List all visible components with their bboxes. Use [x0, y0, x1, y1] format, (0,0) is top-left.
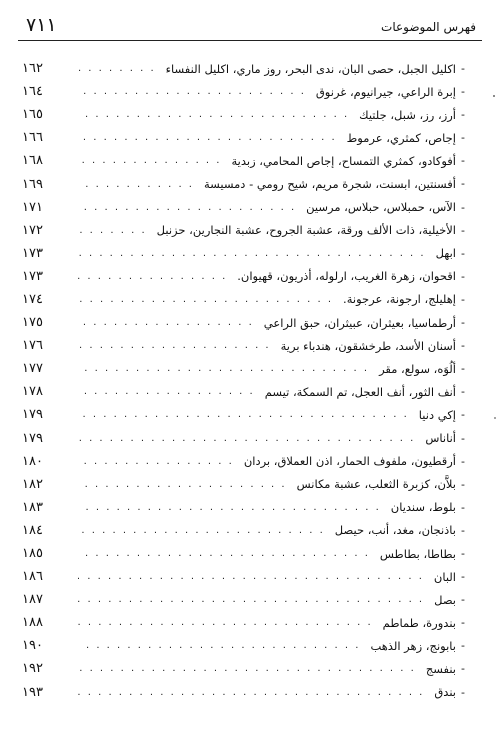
bullet-dash: - [461, 108, 465, 122]
dot-leader [78, 565, 424, 588]
bullet-dash: - [461, 616, 465, 630]
toc-entry-title: بطاطا، بطاطس [379, 546, 456, 561]
dot-leader [78, 657, 416, 680]
table-of-contents [0, 57, 500, 704]
toc-entry [0, 496, 500, 519]
toc-entry [0, 334, 500, 357]
toc-entry-title: إبرة الراعي، جيرانيوم، غرنوق [315, 84, 456, 99]
bullet-dash: - [461, 269, 465, 283]
toc-entry-page: ١٧٨ [22, 384, 43, 400]
toc-entry [0, 427, 500, 450]
bullet-dash: - [461, 131, 465, 145]
toc-entry-page: ١٩٣ [22, 684, 43, 700]
toc-entry-title: أفوكادو، كمثري التمساح، إجاص المحامي، زبدية [231, 153, 456, 168]
dot-leader [78, 311, 254, 334]
toc-entry [0, 149, 500, 172]
bullet-dash: - [461, 546, 465, 560]
toc-entry-title: بندق [434, 685, 456, 700]
dot-leader [78, 126, 337, 149]
toc-entry-title: الآس، حمبلاس، حبلاس، مرسين [306, 200, 456, 215]
toc-entry [0, 403, 500, 426]
toc-entry-page: ١٧٤ [22, 291, 43, 307]
toc-entry-title: ألُوَه، سولع، مقر [379, 361, 456, 376]
toc-entry [0, 611, 500, 634]
bullet-dash: - [461, 431, 465, 445]
dot-leader [78, 496, 381, 519]
dot-leader [78, 611, 373, 634]
toc-entry [0, 172, 500, 195]
dot-leader [78, 173, 194, 196]
toc-entry-page: ١٦٩ [22, 176, 43, 192]
toc-entry [0, 542, 500, 565]
page-header [20, 12, 480, 38]
toc-entry-title: البان [433, 569, 456, 584]
toc-entry [0, 380, 500, 403]
toc-entry-title: أرقطيون، ملفوف الحمار، اذن العملاق، بردان [243, 454, 456, 469]
toc-entry-title: إهليلج، ارجونة، عرجونة. [343, 292, 456, 307]
toc-entry-title: ابهل [435, 246, 456, 261]
bullet-dash: - [461, 570, 465, 584]
bullet-dash: - [461, 385, 465, 399]
toc-entry-title: بصل [434, 592, 456, 607]
toc-entry-page: ١٧٥ [22, 315, 43, 331]
toc-entry [0, 288, 500, 311]
toc-entry [0, 519, 500, 542]
bullet-dash: - [461, 223, 465, 237]
running-title: فهرس الموضوعات [381, 20, 476, 34]
dot-leader [78, 103, 349, 126]
margin-speck [493, 95, 495, 97]
bullet-dash: - [461, 500, 465, 514]
toc-entry-page: ١٦٦ [22, 130, 43, 146]
dot-leader [78, 334, 271, 357]
bullet-dash: - [461, 316, 465, 330]
toc-entry-title: أرز، رز، شبل، جلتيك [359, 107, 456, 122]
bullet-dash: - [461, 408, 465, 422]
toc-entry-page: ١٨٧ [22, 592, 43, 608]
toc-entry-title: إكي دنيا [418, 407, 456, 422]
toc-entry [0, 681, 500, 704]
toc-entry-title: بابونج، زهر الذهب [370, 638, 456, 653]
dot-leader [78, 57, 156, 80]
toc-entry-page: ١٧٩ [22, 407, 43, 423]
toc-entry-page: ١٨٦ [22, 569, 43, 585]
bullet-dash: - [461, 154, 465, 168]
dot-leader [78, 80, 306, 103]
bullet-dash: - [461, 593, 465, 607]
dot-leader [78, 149, 221, 172]
dot-leader [78, 681, 424, 704]
margin-speck [494, 417, 496, 419]
dot-leader [78, 473, 287, 496]
dot-leader [78, 403, 409, 426]
toc-entry-page: ١٧٧ [22, 361, 43, 377]
dot-leader [78, 265, 227, 288]
toc-entry [0, 196, 500, 219]
toc-entry [0, 265, 500, 288]
toc-entry [0, 473, 500, 496]
toc-entry [0, 634, 500, 657]
toc-entry-title: بلوط، سنديان [390, 500, 456, 515]
toc-entry [0, 126, 500, 149]
bullet-dash: - [461, 523, 465, 537]
toc-entry-page: ١٧٢ [22, 222, 43, 238]
bullet-dash: - [461, 662, 465, 676]
dot-leader [78, 288, 333, 311]
bullet-dash: - [461, 292, 465, 306]
toc-entry [0, 103, 500, 126]
toc-entry-page: ١٦٤ [22, 84, 43, 100]
dot-leader [78, 242, 426, 265]
toc-entry-title: إجاص، كمثري، عرموط [346, 130, 456, 145]
dot-leader [78, 634, 360, 657]
dot-leader [78, 542, 370, 565]
bullet-dash: - [461, 362, 465, 376]
dot-leader [78, 219, 147, 242]
dot-leader [78, 450, 234, 473]
header-divider [18, 40, 482, 41]
dot-leader [78, 519, 325, 542]
toc-entry [0, 657, 500, 680]
bullet-dash: - [461, 639, 465, 653]
bullet-dash: - [461, 454, 465, 468]
bullet-dash: - [461, 477, 465, 491]
dot-leader [78, 357, 369, 380]
toc-entry-page: ١٧٣ [22, 245, 43, 261]
dot-leader [78, 380, 255, 403]
dot-leader [78, 588, 424, 611]
toc-entry-title: اقحوان، زهرة الغريب، ارلوله، أذريون، قهيوان. [237, 269, 456, 284]
bullet-dash: - [461, 62, 465, 75]
toc-entry [0, 80, 500, 103]
toc-entry-title: أسنان الأسد، طرخشقون، هندباء برية [280, 338, 456, 353]
toc-entry [0, 588, 500, 611]
toc-entry-page: ١٧٩ [22, 430, 43, 446]
toc-entry-page: ١٦٢ [22, 61, 43, 77]
toc-entry-page: ١٧١ [22, 199, 43, 215]
toc-entry-page: ١٨٥ [22, 546, 43, 562]
toc-entry-page: ١٩٢ [22, 661, 43, 677]
toc-entry-title: أنف الثور، أنف العجل، تم السمكة، تيسم [264, 384, 456, 399]
toc-entry-page: ١٨٣ [22, 499, 43, 515]
toc-entry-title: الأخيلية، ذات الألف ورقة، عشبة الجروح، عشبة النجارين، حزنبل [156, 223, 456, 238]
toc-entry-title: باذنجان، مغد، أنب، حيصل [334, 523, 456, 538]
page-number: ٧١١ [26, 14, 57, 36]
toc-entry-title: أرطماسيا، بعيثران، عبيثران، حبق الراعي [263, 315, 456, 330]
toc-entry-page: ١٨٠ [22, 453, 43, 469]
bullet-dash: - [461, 200, 465, 214]
toc-entry-page: ١٨٨ [22, 615, 43, 631]
toc-entry-page: ١٧٦ [22, 338, 43, 354]
bullet-dash: - [461, 246, 465, 260]
bullet-dash: - [461, 339, 465, 353]
toc-entry-page: ١٧٣ [22, 268, 43, 284]
dot-leader [78, 196, 296, 219]
toc-entry [0, 219, 500, 242]
dot-leader [78, 427, 415, 450]
toc-entry-title: بندورة، طماطم [382, 615, 456, 630]
toc-entry-page: ١٨٤ [22, 522, 43, 538]
toc-entry-page: ١٦٥ [22, 107, 43, 123]
toc-entry [0, 357, 500, 380]
toc-entry [0, 450, 500, 473]
toc-entry-title: بلاَّن، كزبرة الثعلب، عشبة مكانس [296, 477, 456, 492]
toc-entry-title: أفسنتين، ابسنت، شجرة مريم، شيح رومي - دمسيسة [203, 177, 456, 192]
toc-entry [0, 311, 500, 334]
toc-entry-title: أناناس [425, 431, 456, 446]
toc-entry [0, 57, 500, 80]
toc-entry-page: ١٩٠ [22, 638, 43, 654]
toc-entry-title: اكليل الجبل، حصى البان، ندى البحر، روز ماري، اكليل النفساء [165, 61, 456, 76]
toc-entry [0, 565, 500, 588]
bullet-dash: - [461, 685, 465, 699]
toc-entry-title: بنفسج [425, 661, 456, 676]
bullet-dash: - [461, 85, 465, 99]
toc-entry-page: ١٦٨ [22, 153, 43, 169]
toc-entry-page: ١٨٢ [22, 476, 43, 492]
bullet-dash: - [461, 177, 465, 191]
toc-entry [0, 242, 500, 265]
